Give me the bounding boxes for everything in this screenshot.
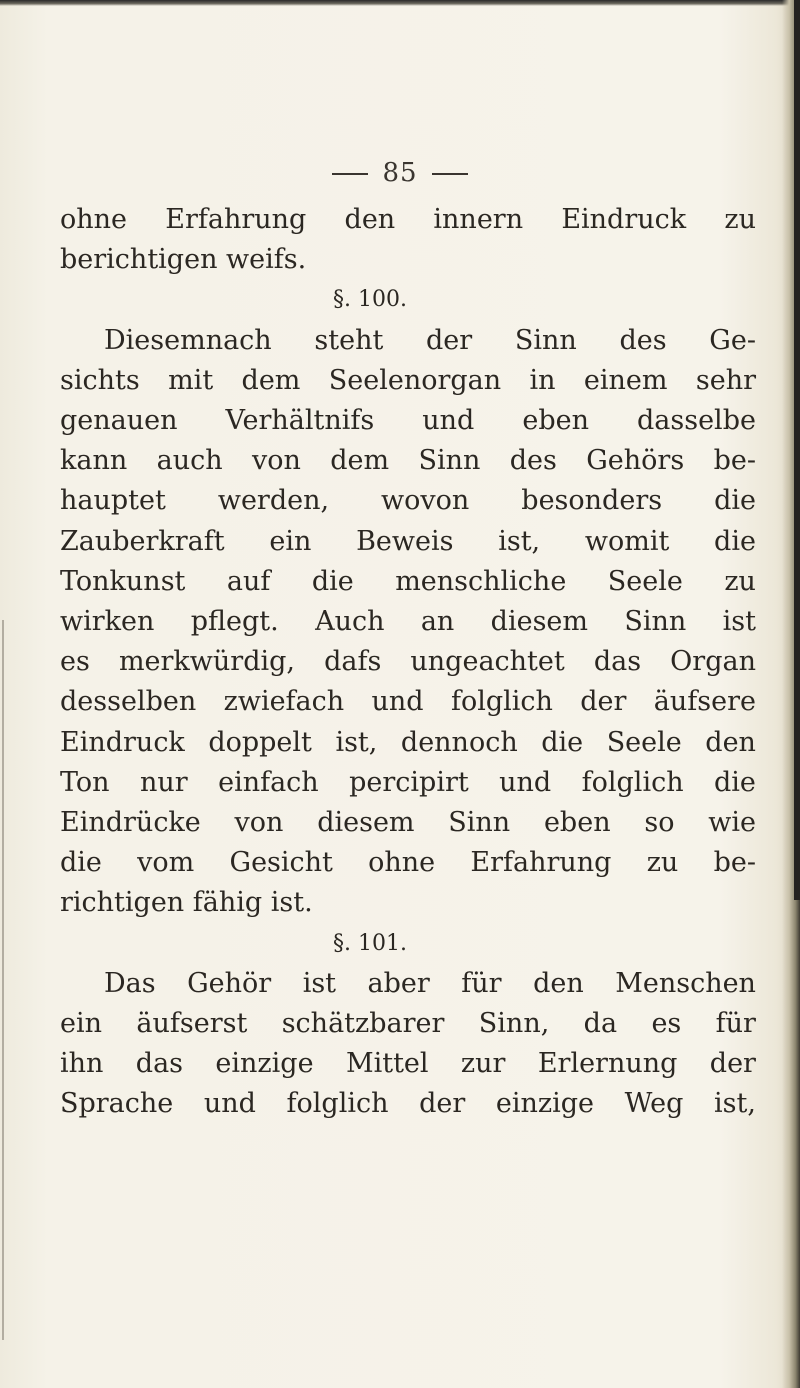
text-line: berichtigen weifs. xyxy=(60,244,307,276)
text-line: Das Gehör ist aber für den Menschen xyxy=(104,967,756,999)
text-line: genauen Verhältnifs und eben dasselbe xyxy=(60,405,756,436)
text-line: Ton nur einfach percipirt und folglich die xyxy=(60,766,756,798)
section-heading: §. 101. xyxy=(333,930,407,956)
text-line: es merkwürdig, dafs ungeachtet das Organ xyxy=(60,646,756,678)
text-line: richtigen fähig ist. xyxy=(60,887,313,919)
text-line: Eindruck doppelt ist, dennoch die Seele den xyxy=(60,726,756,758)
text-line: Diesemnach steht der Sinn des Ge- xyxy=(104,324,756,356)
page-top-edge xyxy=(0,0,800,6)
text-line: hauptet werden, wovon besonders die xyxy=(60,485,756,517)
page-left-shadow xyxy=(2,620,4,1340)
text-line: ohne Erfahrung den innern Eindruck zu xyxy=(60,204,756,235)
page-number: 85 xyxy=(382,158,418,188)
header-dash-left xyxy=(332,173,368,175)
header-dash-right xyxy=(432,173,468,175)
text-line: sichts mit dem Seelenorgan in einem sehr xyxy=(60,364,756,396)
text-line: wirken pflegt. Auch an diesem Sinn ist xyxy=(60,606,756,637)
text-line: ein äufserst schätzbarer Sinn, da es für xyxy=(60,1008,756,1039)
text-line: Sprache und folglich der einzige Weg ist, xyxy=(60,1088,756,1120)
text-line: kann auch von dem Sinn des Gehörs be- xyxy=(60,445,756,477)
section-heading: §. 100. xyxy=(333,287,407,313)
text-line: ihn das einzige Mittel zur Erlernung der xyxy=(60,1048,756,1080)
text-line: Zauberkraft ein Beweis ist, womit die xyxy=(60,525,756,557)
text-line: Eindrücke von diesem Sinn eben so wie xyxy=(60,807,756,838)
page-header xyxy=(0,158,800,188)
text-line: desselben zwiefach und folglich der äufsere xyxy=(60,686,756,718)
text-line: die vom Gesicht ohne Erfahrung zu be- xyxy=(60,847,756,879)
text-line: Tonkunst auf die menschliche Seele zu xyxy=(60,565,756,597)
page-binding-edge xyxy=(794,0,800,900)
